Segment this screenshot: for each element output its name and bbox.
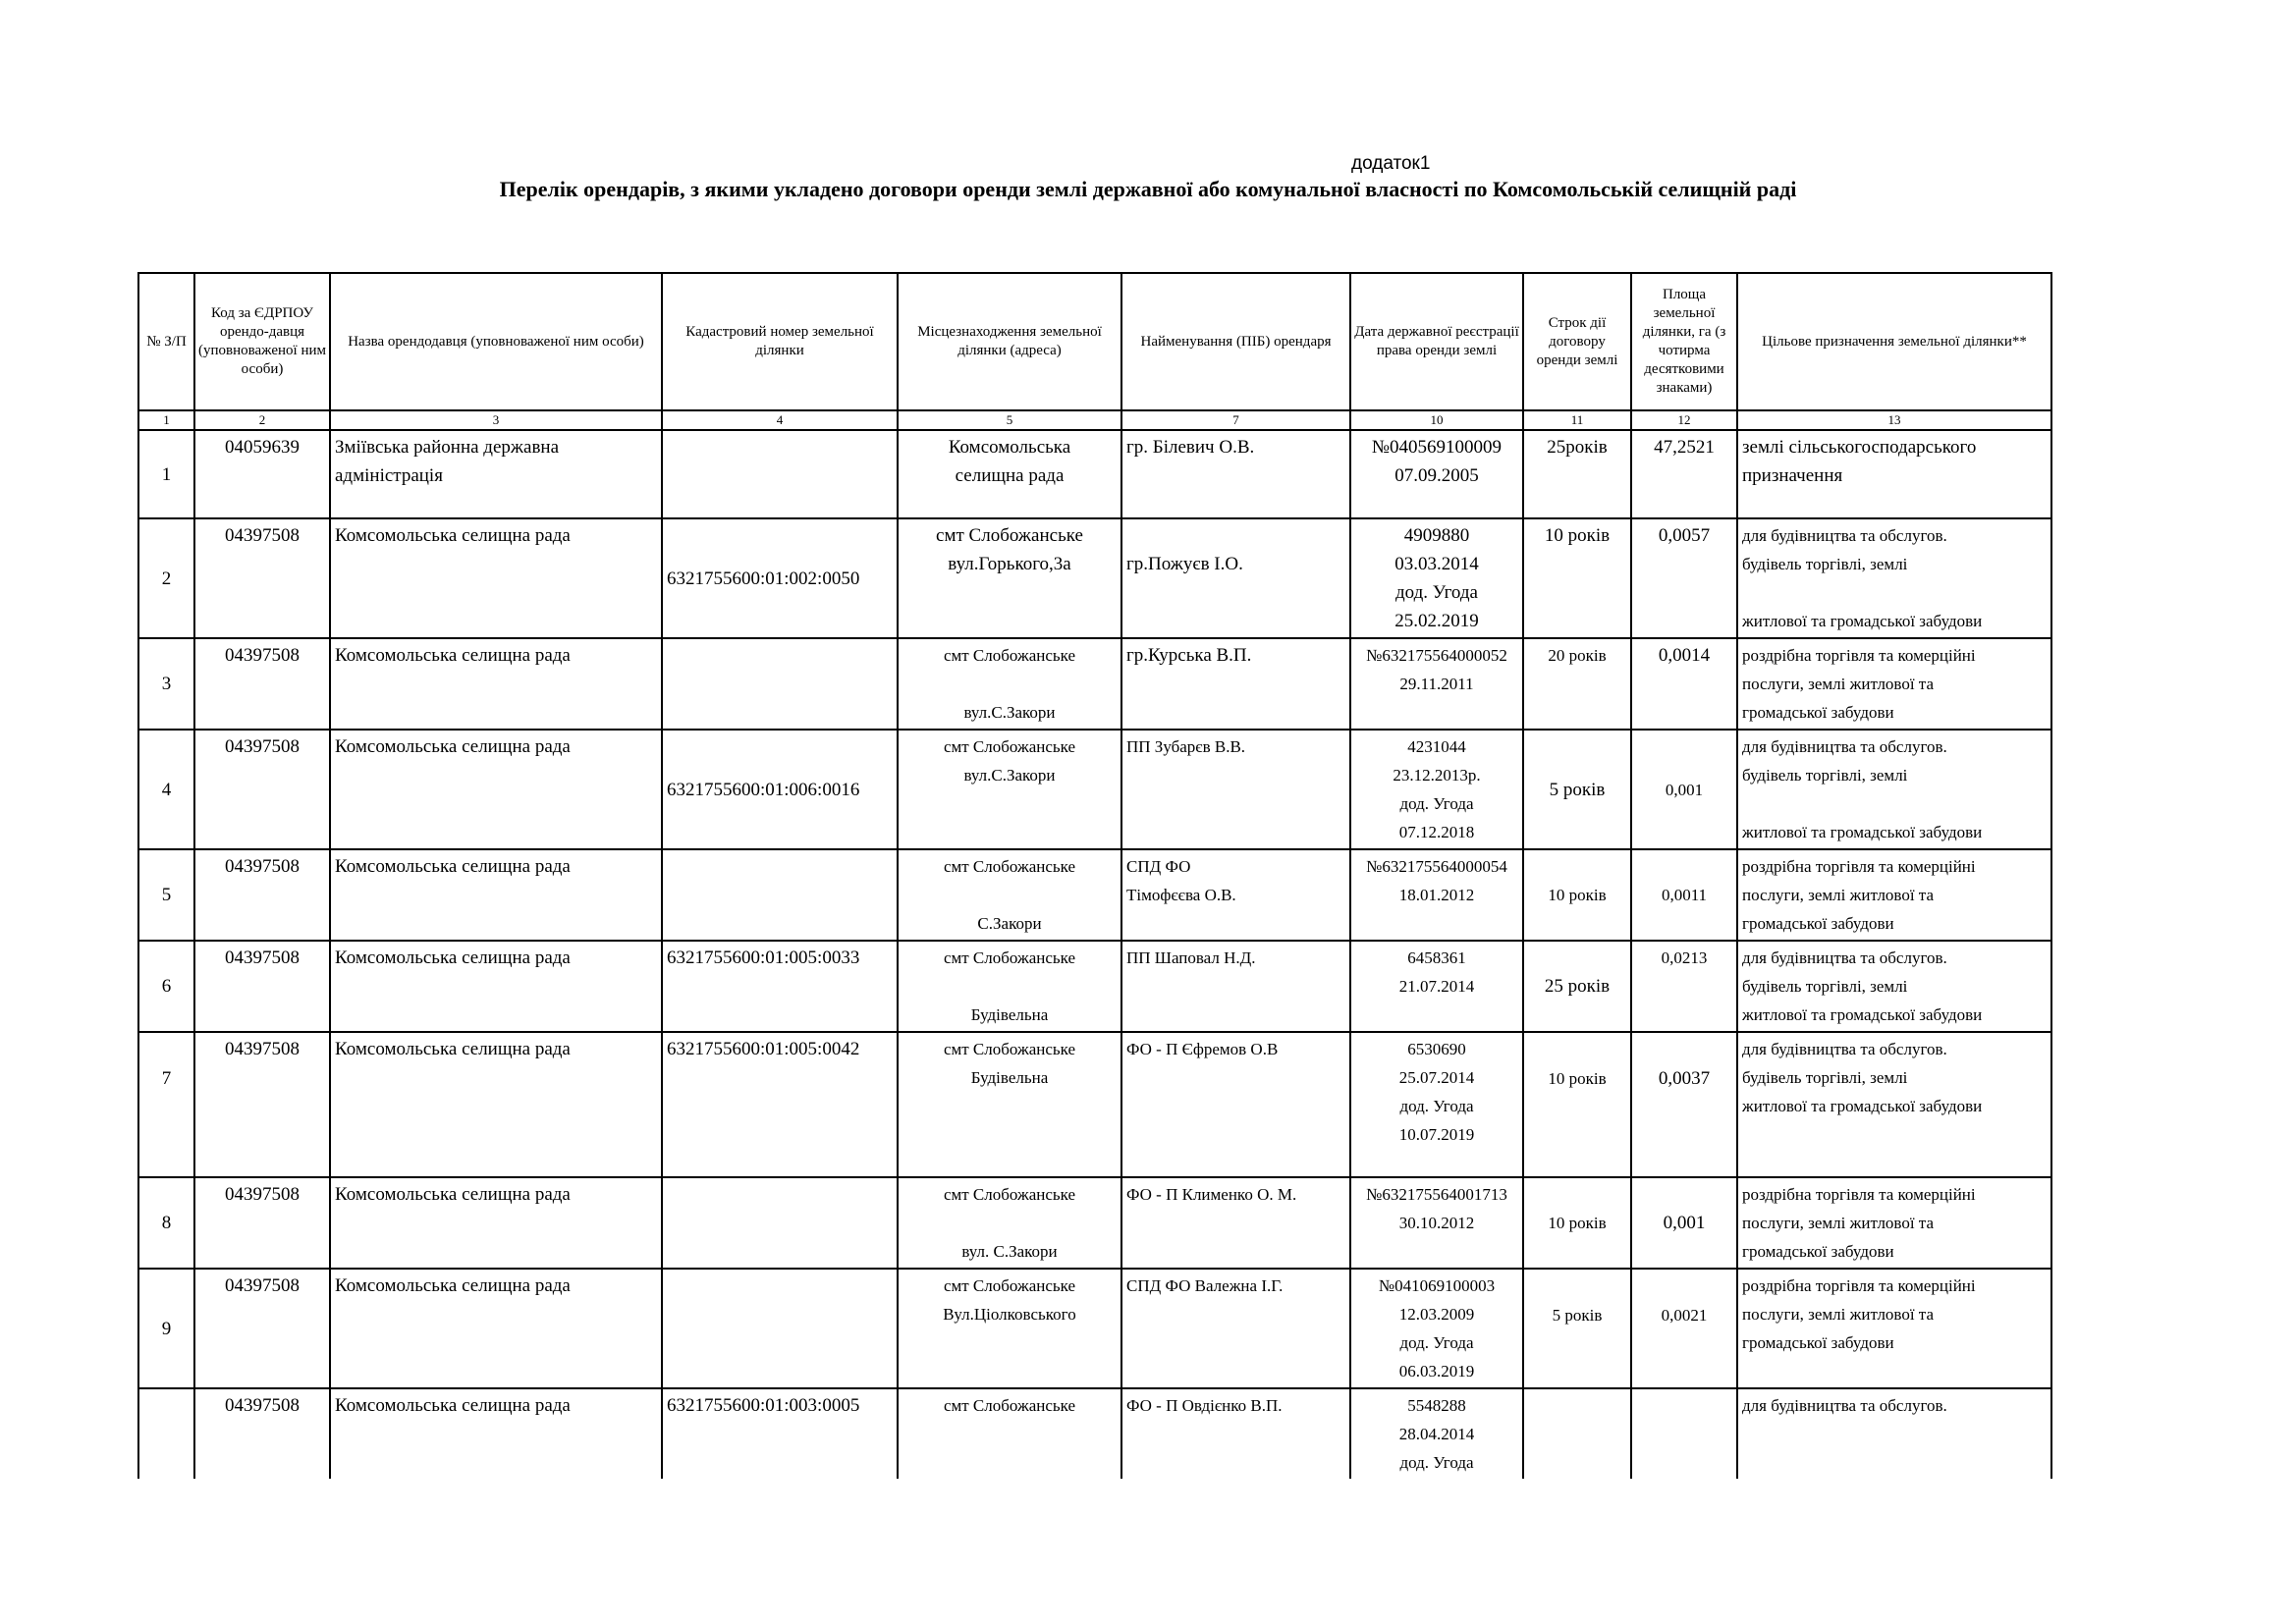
cadastral-number xyxy=(662,430,898,518)
plot-location: смт Слобожанське Будівельна xyxy=(898,1032,1121,1177)
lessor-name: Комсомольська селищна рада xyxy=(330,518,662,638)
registration-date: 6458361 21.07.2014 xyxy=(1350,941,1523,1032)
row-number: 8 xyxy=(138,1177,194,1269)
lessee-name: гр. Білевич О.В. xyxy=(1121,430,1350,518)
land-purpose: для будівництва та обслугов. будівель торгівлі, землі житлової та громадської забудови xyxy=(1737,730,2051,849)
column-number: 12 xyxy=(1631,410,1737,430)
table-row xyxy=(138,1269,2051,1388)
column-number-row xyxy=(138,410,2051,430)
row-number: 9 xyxy=(138,1269,194,1388)
column-header: Цільове призначення земельної ділянки** xyxy=(1737,273,2051,410)
registration-date: 5548288 28.04.2014 дод. Угода xyxy=(1350,1388,1523,1479)
table-row xyxy=(138,941,2051,1032)
lessor-name: Комсомольська селищна рада xyxy=(330,941,662,1032)
lease-term: 20 років xyxy=(1523,638,1631,730)
table-row xyxy=(138,1388,2051,1479)
column-number: 10 xyxy=(1350,410,1523,430)
lease-term: 10 років xyxy=(1523,518,1631,638)
plot-location: смт Слобожанське Вул.Ціолковського xyxy=(898,1269,1121,1388)
column-header: Код за ЄДРПОУ орендо-давця (уповноваженої ним особи) xyxy=(194,273,330,410)
cadastral-number: 6321755600:01:003:0005 xyxy=(662,1388,898,1479)
land-purpose: для будівництва та обслугов. будівель торгівлі, землі житлової та громадської забудови xyxy=(1737,941,2051,1032)
lease-term: 5 років xyxy=(1523,730,1631,849)
column-header: Дата державної реєстрації права оренди землі xyxy=(1350,273,1523,410)
registration-date: 4231044 23.12.2013р. дод. Угода 07.12.2018 xyxy=(1350,730,1523,849)
column-header: Кадастровий номер земельної ділянки xyxy=(662,273,898,410)
table-row xyxy=(138,1177,2051,1269)
registration-date: №040569100009 07.09.2005 xyxy=(1350,430,1523,518)
plot-location: смт Слобожанське xyxy=(898,1388,1121,1479)
edrpou-code: 04397508 xyxy=(194,1388,330,1479)
edrpou-code: 04397508 xyxy=(194,1269,330,1388)
lessor-name: Комсомольська селищна рада xyxy=(330,638,662,730)
cadastral-number xyxy=(662,849,898,941)
registration-date: 4909880 03.03.2014 дод. Угода 25.02.2019 xyxy=(1350,518,1523,638)
column-header: Найменування (ПІБ) орендаря xyxy=(1121,273,1350,410)
cadastral-number xyxy=(662,1269,898,1388)
lease-term: 25 років xyxy=(1523,941,1631,1032)
edrpou-code: 04397508 xyxy=(194,1177,330,1269)
edrpou-code: 04397508 xyxy=(194,1032,330,1177)
plot-location: смт Слобожанське вул.С.Закори xyxy=(898,638,1121,730)
row-number: 2 xyxy=(138,518,194,638)
column-number: 5 xyxy=(898,410,1121,430)
plot-area: 0,0213 xyxy=(1631,941,1737,1032)
plot-area: 0,0037 xyxy=(1631,1032,1737,1177)
row-number: 7 xyxy=(138,1032,194,1177)
row-number: 5 xyxy=(138,849,194,941)
lease-term xyxy=(1523,1388,1631,1479)
table-row xyxy=(138,1032,2051,1177)
plot-location: смт Слобожанське вул.С.Закори xyxy=(898,730,1121,849)
cadastral-number: 6321755600:01:005:0042 xyxy=(662,1032,898,1177)
lessee-name: СПД ФО Валежна І.Г. xyxy=(1121,1269,1350,1388)
column-number: 4 xyxy=(662,410,898,430)
land-purpose: роздрібна торгівля та комерційні послуги, землі житлової та громадської забудови xyxy=(1737,1177,2051,1269)
header-row xyxy=(138,273,2051,410)
lessor-name: Комсомольська селищна рада xyxy=(330,849,662,941)
lessor-name: Комсомольська селищна рада xyxy=(330,1269,662,1388)
column-header: Площа земельної ділянки, га (з чотирма десятковими знаками) xyxy=(1631,273,1737,410)
plot-area: 0,0014 xyxy=(1631,638,1737,730)
column-number: 2 xyxy=(194,410,330,430)
cadastral-number xyxy=(662,638,898,730)
plot-location: смт Слобожанське С.Закори xyxy=(898,849,1121,941)
column-number: 1 xyxy=(138,410,194,430)
lease-term: 10 років xyxy=(1523,849,1631,941)
lessee-name: СПД ФО Тімофєєва О.В. xyxy=(1121,849,1350,941)
row-number: 4 xyxy=(138,730,194,849)
plot-area: 47,2521 xyxy=(1631,430,1737,518)
table-row xyxy=(138,518,2051,638)
lessor-name: Комсомольська селищна рада xyxy=(330,730,662,849)
lessor-name: Комсомольська селищна рада xyxy=(330,1388,662,1479)
column-header: Назва орендодавця (уповноваженої ним особи) xyxy=(330,273,662,410)
column-header: Місцезнаходження земельної ділянки (адреса) xyxy=(898,273,1121,410)
row-number: 3 xyxy=(138,638,194,730)
land-purpose: роздрібна торгівля та комерційні послуги, землі житлової та громадської забудови xyxy=(1737,1269,2051,1388)
row-number: 6 xyxy=(138,941,194,1032)
registration-date: №041069100003 12.03.2009 дод. Угода 06.03.2019 xyxy=(1350,1269,1523,1388)
cadastral-number xyxy=(662,1177,898,1269)
document-title: Перелік орендарів, з якими укладено договори оренди землі державної або комунальної власності по Комсомольській селищній раді xyxy=(499,177,1797,201)
plot-area: 0,001 xyxy=(1631,730,1737,849)
table-row xyxy=(138,430,2051,518)
lease-term: 10 років xyxy=(1523,1177,1631,1269)
edrpou-code: 04059639 xyxy=(194,430,330,518)
land-purpose: для будівництва та обслугов. будівель торгівлі, землі житлової та громадської забудови xyxy=(1737,518,2051,638)
column-number: 7 xyxy=(1121,410,1350,430)
lessee-name: ФО - П Овдієнко В.П. xyxy=(1121,1388,1350,1479)
lessor-name: Комсомольська селищна рада xyxy=(330,1032,662,1177)
lessee-name: ПП Шаповал Н.Д. xyxy=(1121,941,1350,1032)
registration-date: 6530690 25.07.2014 дод. Угода 10.07.2019 xyxy=(1350,1032,1523,1177)
plot-area: 0,0011 xyxy=(1631,849,1737,941)
plot-location: Комсомольська селищна рада xyxy=(898,430,1121,518)
plot-area: 0,001 xyxy=(1631,1177,1737,1269)
lessee-name: гр.Пожуєв І.О. xyxy=(1121,518,1350,638)
registration-date: №632175564000052 29.11.2011 xyxy=(1350,638,1523,730)
land-purpose: роздрібна торгівля та комерційні послуги, землі житлової та громадської забудови xyxy=(1737,638,2051,730)
edrpou-code: 04397508 xyxy=(194,638,330,730)
appendix-label: додаток1 xyxy=(1351,153,1431,174)
cadastral-number: 6321755600:01:002:0050 xyxy=(662,518,898,638)
lessee-name: гр.Курська В.П. xyxy=(1121,638,1350,730)
lessee-name: ФО - П Єфремов О.В xyxy=(1121,1032,1350,1177)
plot-area: 0,0057 xyxy=(1631,518,1737,638)
land-purpose: роздрібна торгівля та комерційні послуги, землі житлової та громадської забудови xyxy=(1737,849,2051,941)
registration-date: №632175564000054 18.01.2012 xyxy=(1350,849,1523,941)
land-purpose: землі сільськогосподарського призначення xyxy=(1737,430,2051,518)
lessor-name: Зміївська районна державна адміністрація xyxy=(330,430,662,518)
column-number: 11 xyxy=(1523,410,1631,430)
column-header: Строк дії договору оренди землі xyxy=(1523,273,1631,410)
plot-location: смт Слобожанське Будівельна xyxy=(898,941,1121,1032)
column-number: 3 xyxy=(330,410,662,430)
plot-location: смт Слобожанське вул.Горького,3а xyxy=(898,518,1121,638)
edrpou-code: 04397508 xyxy=(194,518,330,638)
edrpou-code: 04397508 xyxy=(194,849,330,941)
row-number xyxy=(138,1388,194,1479)
plot-area: 0,0021 xyxy=(1631,1269,1737,1388)
column-number: 13 xyxy=(1737,410,2051,430)
lease-term: 10 років xyxy=(1523,1032,1631,1177)
column-header: № З/П xyxy=(138,273,194,410)
lessee-register-table xyxy=(137,272,2052,1479)
edrpou-code: 04397508 xyxy=(194,730,330,849)
cadastral-number: 6321755600:01:005:0033 xyxy=(662,941,898,1032)
lease-term: 25років xyxy=(1523,430,1631,518)
lessee-name: ПП Зубарєв В.В. xyxy=(1121,730,1350,849)
edrpou-code: 04397508 xyxy=(194,941,330,1032)
row-number: 1 xyxy=(138,430,194,518)
plot-location: смт Слобожанське вул. С.Закори xyxy=(898,1177,1121,1269)
table-row xyxy=(138,849,2051,941)
lessee-name: ФО - П Клименко О. М. xyxy=(1121,1177,1350,1269)
registration-date: №632175564001713 30.10.2012 xyxy=(1350,1177,1523,1269)
lease-term: 5 років xyxy=(1523,1269,1631,1388)
table-row xyxy=(138,730,2051,849)
cadastral-number: 6321755600:01:006:0016 xyxy=(662,730,898,849)
land-purpose: для будівництва та обслугов. будівель торгівлі, землі житлової та громадської забудови xyxy=(1737,1032,2051,1177)
plot-area xyxy=(1631,1388,1737,1479)
table-row xyxy=(138,638,2051,730)
land-purpose: для будівництва та обслугов. xyxy=(1737,1388,2051,1479)
lessor-name: Комсомольська селищна рада xyxy=(330,1177,662,1269)
